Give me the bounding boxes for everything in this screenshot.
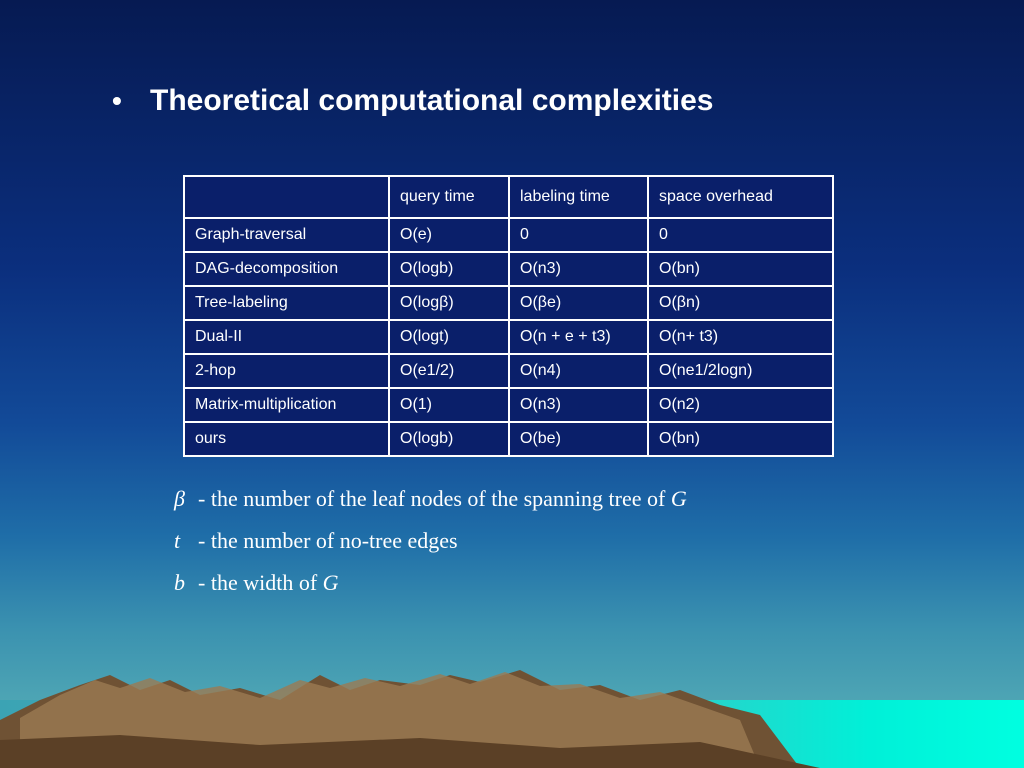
labeling-cell: O(n3) [509,388,648,422]
space-cell: O(n2) [648,388,833,422]
mountains-illustration [0,640,1024,768]
labeling-cell: O(n3) [509,252,648,286]
labeling-cell: O(n4) [509,354,648,388]
method-cell: 2-hop [184,354,389,388]
legend-var: G [322,570,339,595]
method-cell: Graph-traversal [184,218,389,252]
method-cell: DAG-decomposition [184,252,389,286]
legend-text: - the number of no-tree edges [198,528,458,553]
query-cell: O(logb) [389,422,509,456]
labeling-cell: 0 [509,218,648,252]
method-cell: Dual-II [184,320,389,354]
space-cell: O(bn) [648,252,833,286]
method-cell: Matrix-multiplication [184,388,389,422]
header-cell: space overhead [648,176,833,218]
legend-text: - the width of [198,570,323,595]
header-cell [184,176,389,218]
bullet-icon: • [112,85,122,116]
table-row [184,218,833,252]
legend-line-beta [174,486,687,512]
space-cell: O(βn) [648,286,833,320]
space-cell: 0 [648,218,833,252]
table-row [184,354,833,388]
labeling-cell: O(n + e + t3) [509,320,648,354]
table-row [184,252,833,286]
method-cell: Tree-labeling [184,286,389,320]
query-cell: O(logb) [389,252,509,286]
table-header-row [184,176,833,218]
labeling-cell: O(βe) [509,286,648,320]
labeling-cell: O(be) [509,422,648,456]
space-cell: O(ne1/2logn) [648,354,833,388]
table-row [184,286,833,320]
legend-symbol: β [174,486,185,511]
legend-line-t [174,528,458,554]
table-row [184,388,833,422]
query-cell: O(logβ) [389,286,509,320]
legend-var: G [670,486,687,511]
legend-line-b [174,570,339,596]
header-cell: labeling time [509,176,648,218]
space-cell: O(bn) [648,422,833,456]
complexity-table [183,175,834,457]
table-row [184,422,833,456]
query-cell: O(logt) [389,320,509,354]
query-cell: O(e) [389,218,509,252]
query-cell: O(e1/2) [389,354,509,388]
method-cell: ours [184,422,389,456]
legend-symbol: b [174,570,185,595]
space-cell: O(n+ t3) [648,320,833,354]
query-cell: O(1) [389,388,509,422]
title-text: Theoretical computational complexities [150,84,714,117]
header-cell: query time [389,176,509,218]
legend-text: - the number of the leaf nodes of the spanning tree of [198,486,671,511]
legend-symbol: t [174,528,181,553]
slide-title [112,84,713,118]
table-row [184,320,833,354]
